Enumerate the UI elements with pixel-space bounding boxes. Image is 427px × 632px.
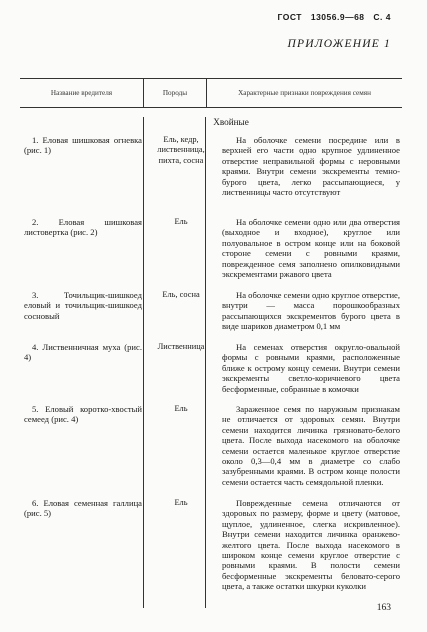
- pest-table: [20, 78, 402, 608]
- pest-species: Лиственница: [157, 342, 205, 351]
- damage-signs: На оболочке семени одно круглое отверстие, внутри — масса порошкообразных рассыпающихся экскрементов бурого цвета в виде шариков диаметром 0,1 мм: [222, 290, 401, 332]
- damage-signs: Зараженное семя по наружным признакам не отличается от здоровых семян. Внутри семени находится личинка грязновато-белого цвета. После выхода насекомого на оболочке семени остается маленькое круглое отверстие около 0,3—0,4 мм в диаметре со слабо зазубренными краями. В остром конце полости семени остается часть семядольной пленки.: [222, 404, 400, 487]
- damage-signs: Поврежденные семена отличаются от здоровых по размеру, форме и цвету (матовое, щуплое, удлиненное, слегка искривленное). Внутри семени находится личинка оранжево-желтого цвета. После выхода насекомого в широком конце семени круглое отверстие с ровными краями. В полости семени бесформенные экскременты беловато-серого цвета, а также остатки шкурки куколки: [222, 498, 400, 592]
- pest-name: 4. Лиственничная муха (рис. 4): [24, 342, 142, 363]
- pest-name: 6. Еловая семенная галлица (рис. 5): [24, 498, 142, 519]
- pest-species: Ель: [174, 217, 188, 226]
- table-header: [20, 78, 402, 108]
- section-title: Хвойные: [213, 117, 249, 127]
- pest-name: 3. Точильщик-шишкоед еловый и точильщик-шишкоед сосновый: [24, 290, 142, 321]
- column-divider: [143, 117, 144, 608]
- page-header: [272, 12, 391, 22]
- damage-signs: На оболочке семени посредине или в верхней его части одно крупное удлиненное отверстие неправильной формы с неровными краями. Внутри семени экскременты темно-бурого цвета, легко рассыпающиеся, у лиственницы часто отсутствуют: [222, 135, 400, 198]
- pest-species: Ель: [174, 404, 188, 413]
- standard-label: ГОСТ: [277, 12, 302, 22]
- pest-species: Ель, сосна: [162, 290, 200, 299]
- table-row: [20, 290, 402, 342]
- column-divider: [205, 117, 206, 608]
- damage-signs: На семенах отверстия округло-овальной формы с ровными краями, расположенные ближе к острому концу семени. Внутри семени экскременты светло-коричневого цвета бесформенные, собранные в комочки: [222, 342, 400, 394]
- table-row: [20, 135, 402, 217]
- pest-species: Ель: [174, 498, 188, 507]
- appendix-title: ПРИЛОЖЕНИЕ 1: [287, 38, 391, 50]
- table-row: [20, 342, 402, 404]
- column-header-species: Породы: [144, 79, 207, 107]
- damage-signs: На оболочке семени одно или два отверстия (выходное и входное), круглое или полуовальное в остром конце или на боковой стороне семени с ровными краями, поврежденное семя заполнено опилковидными экскрементами ржавого цвета: [222, 217, 400, 280]
- table-row: [20, 217, 402, 290]
- pest-name: 1. Еловая шишковая огневка (рис. 1): [24, 135, 142, 156]
- table-row: [20, 498, 402, 608]
- table-row: [20, 404, 402, 498]
- page-label: С. 4: [373, 12, 391, 22]
- table-body: [20, 135, 402, 608]
- column-header-pest: Название вредителя: [20, 79, 144, 107]
- standard-number: 13056.9—68: [310, 12, 365, 22]
- pest-species: Ель, кедр, лиственница, пихта, сосна: [157, 135, 205, 165]
- page-number: 163: [376, 603, 391, 613]
- pest-name: 5. Еловый коротко-хвостый семеед (рис. 4): [24, 404, 142, 425]
- column-header-signs: Характерные признаки повреждения семян: [238, 89, 371, 97]
- pest-name: 2. Еловая шишковая листовертка (рис. 2): [24, 217, 142, 238]
